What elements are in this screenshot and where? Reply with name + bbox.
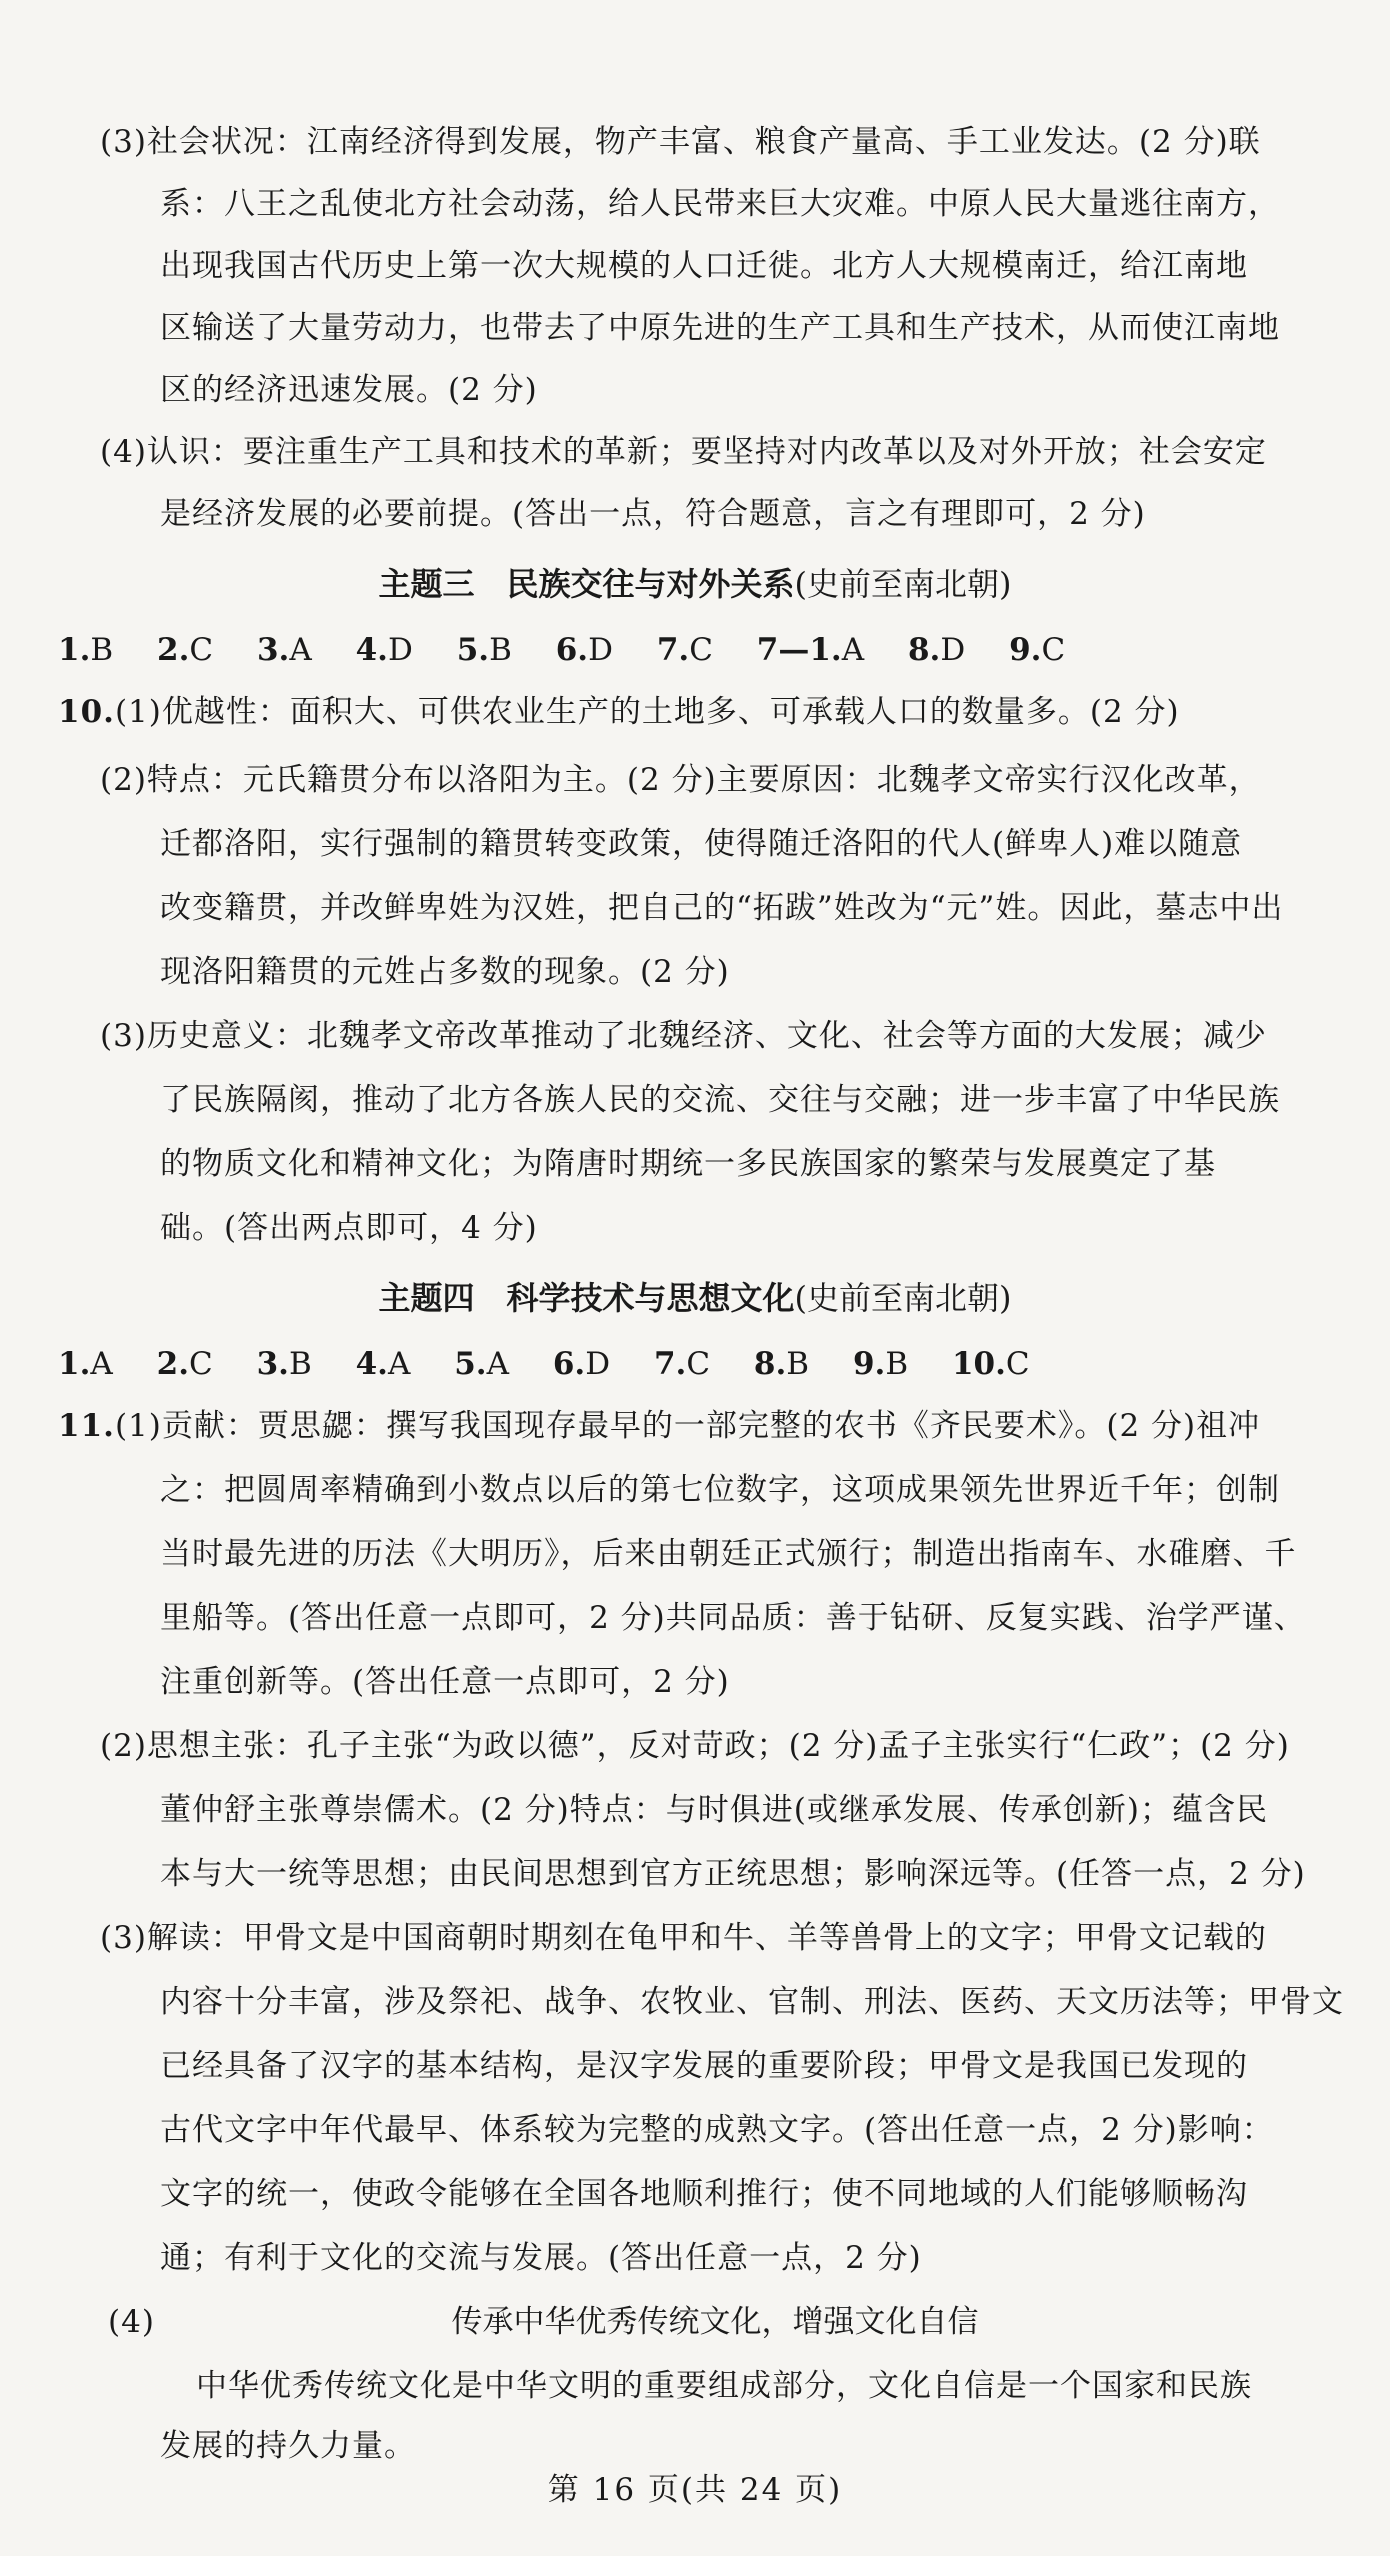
topic3-q10-line-1: 10.(1)优越性：面积大、可供农业生产的土地多、可承载人口的数量多。(2 分): [58, 694, 1180, 730]
answer-item: 9.B: [852, 1346, 909, 1382]
topic3-q10-line-7: 了民族隔阂，推动了北方各族人民的交流、交往与交融；进一步丰富了中华民族: [160, 1082, 1280, 1118]
topic4-q11-line-3: 当时最先进的历法《大明历》，后来由朝廷正式颁行；制造出指南车、水碓磨、千: [160, 1536, 1297, 1572]
topic4-q11-line-6: (2)思想主张：孔子主张“为政以德”，反对苛政；(2 分)孟子主张实行“仁政”；(2 分): [100, 1728, 1290, 1764]
page-number-footer: 第 16 页(共 24 页): [547, 2472, 843, 2508]
topic3-q10-line-9: 础。(答出两点即可，4 分): [160, 1210, 538, 1246]
topic4-subtitle: (史前至南北朝): [794, 1279, 1012, 1317]
topic4-q11-line-14: 通；有利于文化的交流与发展。(答出任意一点，2 分): [160, 2240, 922, 2276]
topic3-q10-line-5: 现洛阳籍贯的元姓占多数的现象。(2 分): [160, 954, 730, 990]
answer-item: 1.B: [58, 632, 114, 668]
topic4-q4-essay-title: 传承中华优秀传统文化，增强文化自信: [451, 2304, 979, 2340]
topic4-q4-essay-line-2: 发展的持久力量。: [160, 2428, 416, 2464]
topic4-title: 主题四 科学技术与思想文化: [378, 1279, 795, 1317]
answer-item: 3.A: [256, 632, 312, 668]
topic4-q11-line-11: 已经具备了汉字的基本结构，是汉字发展的重要阶段；甲骨文是我国已发现的: [160, 2048, 1248, 2084]
topic3-q10-line-3: 迁都洛阳，实行强制的籍贯转变政策，使得随迁洛阳的代人(鲜卑人)难以随意: [160, 826, 1243, 862]
answer-item: 6.D: [555, 632, 613, 668]
topic4-q11-line-4: 里船等。(答出任意一点即可，2 分)共同品质：善于钻研、反复实践、治学严谨、: [160, 1600, 1306, 1636]
topic4-q11-line-13: 文字的统一，使政令能够在全国各地顺利推行；使不同地域的人们能够顺畅沟: [160, 2176, 1248, 2212]
topic3-q10-line-6: (3)历史意义：北魏孝文帝改革推动了北魏经济、文化、社会等方面的大发展；减少: [100, 1018, 1267, 1054]
topic3-heading: [0, 564, 1390, 604]
answer-item: 3.B: [256, 1346, 312, 1382]
topic4-q11-line-7: 董仲舒主张尊崇儒术。(2 分)特点：与时俱进(或继承发展、传承创新)；蕴含民: [160, 1792, 1268, 1828]
answer-item: 10.C: [951, 1346, 1030, 1382]
s2-q3-line-3: 出现我国古代历史上第一次大规模的人口迁徙。北方人大规模南迁，给江南地: [160, 248, 1248, 284]
s2-q3-line-2: 系：八王之乱使北方社会动荡，给人民带来巨大灾难。中原人民大量逃往南方，: [160, 186, 1280, 222]
answer-item: 2.C: [157, 632, 214, 668]
answer-item: 8.B: [753, 1346, 810, 1382]
topic4-q11-line-10: 内容十分丰富，涉及祭祀、战争、农牧业、官制、刑法、医药、天文历法等；甲骨文: [160, 1984, 1344, 2020]
topic4-q4-essay-line-1: 中华优秀传统文化是中华文明的重要组成部分，文化自信是一个国家和民族: [196, 2368, 1252, 2404]
topic4-answer-row: [58, 1344, 1064, 1384]
s2-q3-line-5: 区的经济迅速发展。(2 分): [160, 372, 538, 408]
topic4-q11-line-1: 11.(1)贡献：贾思勰：撰写我国现存最早的一部完整的农书《齐民要术》。(2 分)祖冲: [58, 1408, 1261, 1444]
answer-item: 7—1.A: [756, 632, 865, 668]
topic3-subtitle: (史前至南北朝): [794, 565, 1012, 603]
topic4-q11-line-2: 之：把圆周率精确到小数点以后的第七位数字，这项成果领先世界近千年；创制: [160, 1472, 1280, 1508]
answer-item: 5.A: [454, 1346, 509, 1382]
topic4-q11-line-9: (3)解读：甲骨文是中国商朝时期刻在龟甲和牛、羊等兽骨上的文字；甲骨文记载的: [100, 1920, 1267, 1956]
answer-item: 7.C: [656, 632, 713, 668]
topic4-q11-line-8: 本与大一统等思想；由民间思想到官方正统思想；影响深远等。(任答一点，2 分): [160, 1856, 1306, 1892]
s2-q4-line-1: (4)认识：要注重生产工具和技术的革新；要坚持对内改革以及对外开放；社会安定: [100, 434, 1267, 470]
answer-item: 9.C: [1009, 632, 1066, 668]
topic4-q11-line-5: 注重创新等。(答出任意一点即可，2 分): [160, 1664, 730, 1700]
answer-item: 6.D: [552, 1346, 611, 1382]
topic3-q10-line-4: 改变籍贯，并改鲜卑姓为汉姓，把自己的“拓跋”姓改为“元”姓。因此，墓志中出: [160, 890, 1284, 926]
answer-item: 5.B: [456, 632, 512, 668]
topic4-q11-line-12: 古代文字中年代最早、体系较为完整的成熟文字。(答出任意一点，2 分)影响：: [160, 2112, 1274, 2148]
topic3-q10-line-2: (2)特点：元氏籍贯分布以洛阳为主。(2 分)主要原因：北魏孝文帝实行汉化改革，: [100, 762, 1261, 798]
topic3-answer-row: [58, 630, 1099, 670]
topic3-title: 主题三 民族交往与对外关系: [378, 565, 795, 603]
topic3-q10-line-8: 的物质文化和精神文化；为隋唐时期统一多民族国家的繁荣与发展奠定了基: [160, 1146, 1216, 1182]
answer-item: 7.C: [653, 1346, 711, 1382]
answer-item: 4.D: [355, 632, 413, 668]
s2-q3-line-1: (3)社会状况：江南经济得到发展，物产丰富、粮食产量高、手工业发达。(2 分)联: [100, 124, 1261, 160]
answer-item: 1.A: [58, 1346, 113, 1382]
topic4-heading: [0, 1278, 1390, 1318]
answer-item: 8.D: [907, 632, 966, 668]
s2-q3-line-4: 区输送了大量劳动力，也带去了中原先进的生产工具和生产技术，从而使江南地: [160, 310, 1280, 346]
answer-item: 4.A: [355, 1346, 411, 1382]
answer-item: 2.C: [156, 1346, 213, 1382]
s2-q4-line-2: 是经济发展的必要前提。(答出一点，符合题意，言之有理即可，2 分): [160, 496, 1146, 532]
topic4-q4-label: (4): [108, 2304, 155, 2340]
